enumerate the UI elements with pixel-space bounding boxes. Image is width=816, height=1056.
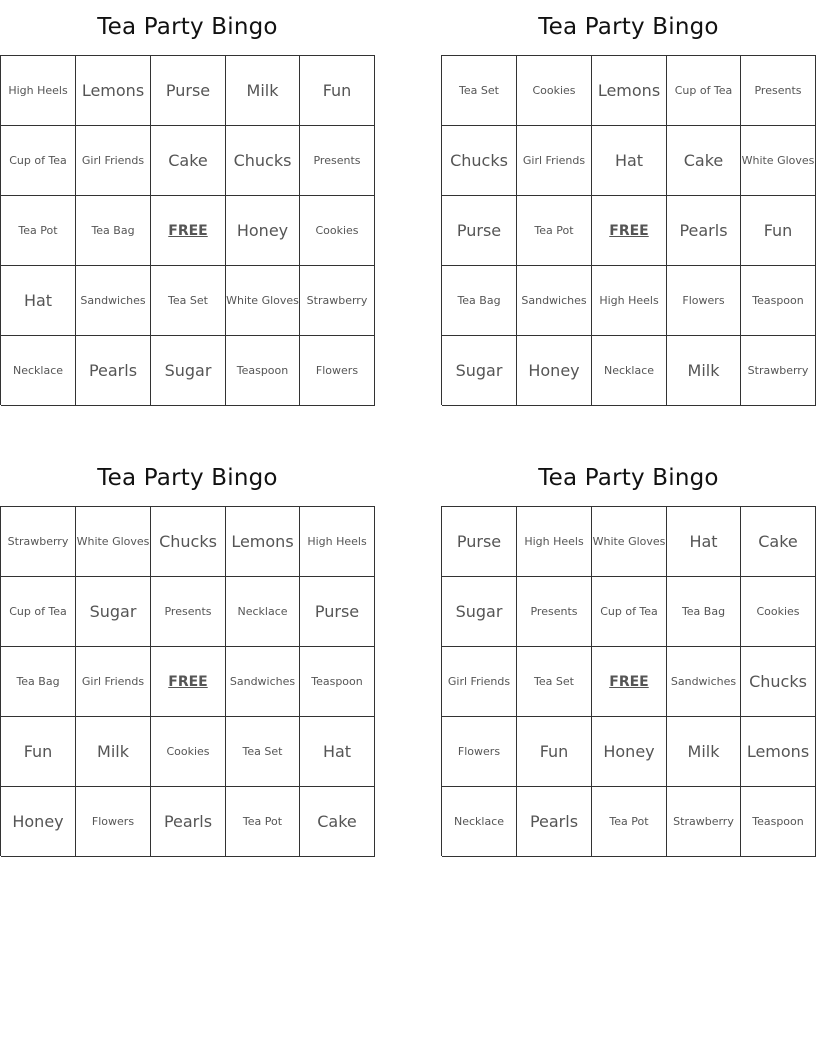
bingo-grid [441, 506, 816, 856]
bingo-cell: Cake [300, 787, 375, 857]
bingo-cell: Necklace [442, 787, 517, 857]
free-space: FREE [592, 196, 667, 266]
bingo-cell: Sugar [76, 577, 151, 647]
bingo-cell: Lemons [741, 717, 816, 787]
bingo-cell: Tea Pot [1, 196, 76, 266]
bingo-cell: Purse [442, 196, 517, 266]
bingo-cell: Milk [76, 717, 151, 787]
bingo-cell: Hat [300, 717, 375, 787]
bingo-cell: High Heels [592, 266, 667, 336]
bingo-cell: Chucks [442, 126, 517, 196]
bingo-cell: Purse [300, 577, 375, 647]
bingo-cell: Sugar [151, 336, 226, 406]
bingo-cell: Fun [1, 717, 76, 787]
bingo-cell: Girl Friends [517, 126, 592, 196]
bingo-cell: White Gloves [76, 507, 151, 577]
bingo-cell: Flowers [76, 787, 151, 857]
bingo-cell: Tea Bag [76, 196, 151, 266]
bingo-cell: Tea Set [442, 56, 517, 126]
bingo-cell: Tea Pot [592, 787, 667, 857]
bingo-cell: Honey [226, 196, 300, 266]
bingo-cell: Girl Friends [442, 647, 517, 717]
bingo-cell: Lemons [592, 56, 667, 126]
bingo-cell: Pearls [667, 196, 741, 266]
bingo-cell: Sugar [442, 336, 517, 406]
bingo-cell: Purse [442, 507, 517, 577]
bingo-cell: Flowers [300, 336, 375, 406]
bingo-cell: Tea Set [517, 647, 592, 717]
bingo-cell: Sugar [442, 577, 517, 647]
card-title: Tea Party Bingo [97, 14, 278, 40]
bingo-cell: Honey [592, 717, 667, 787]
bingo-cell: Necklace [1, 336, 76, 406]
bingo-cell: Presents [300, 126, 375, 196]
bingo-cell: Flowers [442, 717, 517, 787]
bingo-cell: Cup of Tea [1, 577, 76, 647]
bingo-cell: Milk [667, 336, 741, 406]
bingo-cell: Honey [517, 336, 592, 406]
bingo-cell: Strawberry [667, 787, 741, 857]
bingo-cell: Cookies [300, 196, 375, 266]
bingo-cell: Cup of Tea [1, 126, 76, 196]
bingo-cell: Chucks [151, 507, 226, 577]
bingo-cell: Hat [592, 126, 667, 196]
bingo-cell: Presents [151, 577, 226, 647]
bingo-cell: Tea Bag [442, 266, 517, 336]
bingo-cell: Tea Pot [226, 787, 300, 857]
free-space: FREE [592, 647, 667, 717]
bingo-cell: Cake [667, 126, 741, 196]
bingo-cell: Girl Friends [76, 647, 151, 717]
bingo-cell: Cookies [741, 577, 816, 647]
bingo-cell: Fun [300, 56, 375, 126]
bingo-cell: Chucks [226, 126, 300, 196]
bingo-cell: Teaspoon [300, 647, 375, 717]
bingo-cell: Hat [667, 507, 741, 577]
bingo-cell: Lemons [226, 507, 300, 577]
bingo-cell: High Heels [517, 507, 592, 577]
free-space: FREE [151, 196, 226, 266]
bingo-cell: Cup of Tea [592, 577, 667, 647]
bingo-cell: White Gloves [226, 266, 300, 336]
bingo-grid [0, 55, 375, 405]
bingo-cell: Tea Pot [517, 196, 592, 266]
bingo-cell: Fun [741, 196, 816, 266]
bingo-cell: Necklace [226, 577, 300, 647]
card-title: Tea Party Bingo [97, 465, 278, 491]
bingo-cell: Sandwiches [667, 647, 741, 717]
bingo-cell: Chucks [741, 647, 816, 717]
bingo-cell: Teaspoon [741, 787, 816, 857]
bingo-cell: Strawberry [300, 266, 375, 336]
bingo-cell: Presents [517, 577, 592, 647]
bingo-cell: Pearls [151, 787, 226, 857]
bingo-cell: Flowers [667, 266, 741, 336]
bingo-cell: Teaspoon [226, 336, 300, 406]
bingo-cell: Strawberry [741, 336, 816, 406]
bingo-cell: Strawberry [1, 507, 76, 577]
bingo-cell: Tea Set [226, 717, 300, 787]
bingo-cell: Sandwiches [76, 266, 151, 336]
card-title: Tea Party Bingo [538, 14, 719, 40]
bingo-cell: Tea Bag [667, 577, 741, 647]
bingo-cell: Cookies [517, 56, 592, 126]
bingo-cell: Tea Bag [1, 647, 76, 717]
bingo-cell: Cake [741, 507, 816, 577]
bingo-cell: White Gloves [741, 126, 816, 196]
card-title: Tea Party Bingo [538, 465, 719, 491]
bingo-cell: Pearls [76, 336, 151, 406]
bingo-cell: Hat [1, 266, 76, 336]
bingo-cell: Lemons [76, 56, 151, 126]
bingo-cell: Milk [667, 717, 741, 787]
bingo-cell: Fun [517, 717, 592, 787]
bingo-cell: Sandwiches [517, 266, 592, 336]
bingo-cell: High Heels [300, 507, 375, 577]
bingo-grid [441, 55, 816, 405]
bingo-cell: Presents [741, 56, 816, 126]
bingo-cell: Necklace [592, 336, 667, 406]
bingo-cell: Tea Set [151, 266, 226, 336]
bingo-cell: Purse [151, 56, 226, 126]
bingo-cell: Pearls [517, 787, 592, 857]
bingo-cell: Milk [226, 56, 300, 126]
bingo-cell: Teaspoon [741, 266, 816, 336]
bingo-grid [0, 506, 375, 856]
bingo-cell: Honey [1, 787, 76, 857]
bingo-cell: Cup of Tea [667, 56, 741, 126]
bingo-cell: Cookies [151, 717, 226, 787]
bingo-cell: Sandwiches [226, 647, 300, 717]
bingo-cell: White Gloves [592, 507, 667, 577]
free-space: FREE [151, 647, 226, 717]
bingo-cell: Girl Friends [76, 126, 151, 196]
bingo-cell: Cake [151, 126, 226, 196]
bingo-cell: High Heels [1, 56, 76, 126]
